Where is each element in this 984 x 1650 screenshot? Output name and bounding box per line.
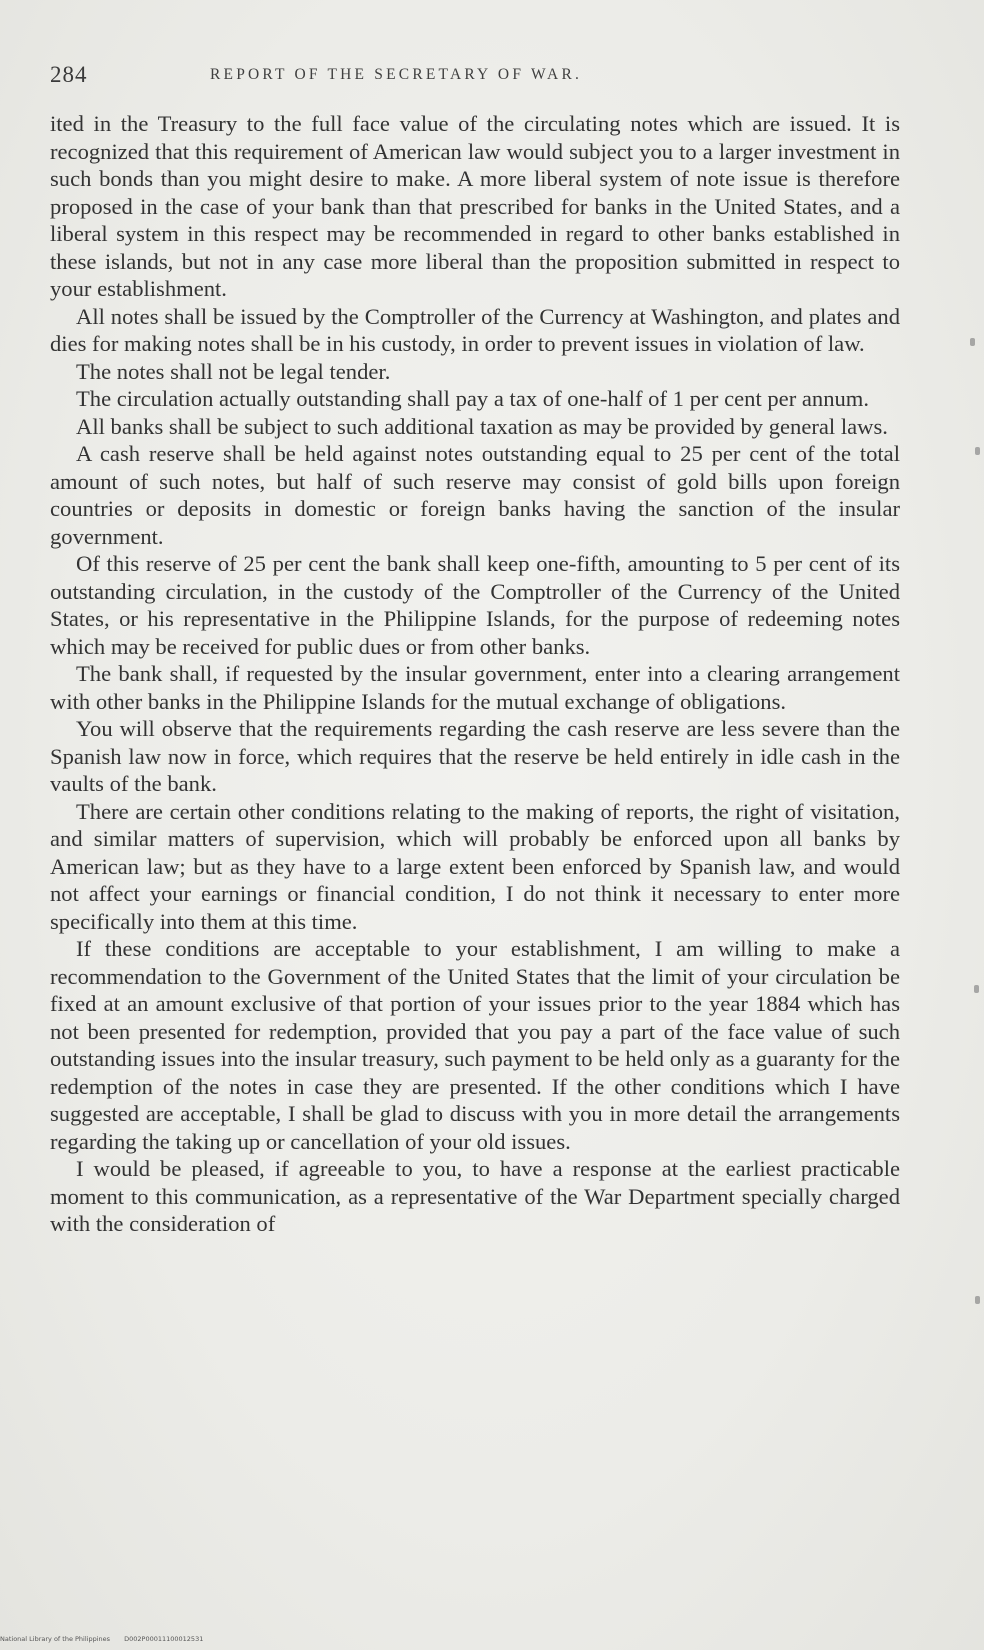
paragraph: You will observe that the requirements regarding the cash reserve are less severe than the Spanish law now in force, which requires that the reserve be held entirely in idle cash in the vaults of the bank. <box>50 716 900 796</box>
paragraph: The circulation actually outstanding shall pay a tax of one-half of 1 per cent per annum. <box>76 386 870 411</box>
scan-speck <box>974 985 979 993</box>
scan-speck <box>970 338 975 346</box>
running-head: REPORT OF THE SECRETARY OF WAR. <box>210 66 583 83</box>
page-header <box>50 62 900 92</box>
paragraph: All notes shall be issued by the Comptroller of the Currency at Washington, and plates and dies for making notes shall be in his custody, in order to prevent issues in violation of law. <box>50 303 900 356</box>
library-credit: National Library of the Philippines <box>0 1635 111 1643</box>
scan-speck <box>975 1296 980 1304</box>
scan-speck <box>975 447 980 455</box>
paragraph: All banks shall be subject to such additional taxation as may be provided by general laws. <box>76 413 888 439</box>
paragraph: A cash reserve shall be held against notes outstanding equal to 25 per cent of the total amount of such notes, but half of such reserve may consist of gold bills upon foreign countries or deposits in domestic or foreign banks having the sanction of the insular government. <box>50 441 900 549</box>
scan-code: D002P00011100012531 <box>124 1635 204 1643</box>
paragraph: If these conditions are acceptable to your establishment, I am willing to make a recommendation to the Government of the United States that the limit of your circulation be fixed at an amount exclusive of that portion of your issues prior to the year 1884 which has not been presented for redemption, provided that you pay a part of the face value of such outstanding issues into the insular treasury, such payment to be held only as a guaranty for the redemption of the notes in case they are presented. If the other conditions which I have suggested are acceptable, I shall be glad to discuss with you in more detail the arrangements regarding the taking up or cancellation of your old issues. <box>50 936 901 1154</box>
page-number: 284 <box>50 62 88 87</box>
paragraph: The bank shall, if requested by the insular government, enter into a clearing arrangement with other banks in the Philippine Islands for the mutual exchange of obligations. <box>50 661 900 714</box>
paragraph: The notes shall not be legal tender. <box>76 358 391 384</box>
paragraph: Of this reserve of 25 per cent the bank shall keep one-fifth, amounting to 5 per cent of its outstanding circulation, in the custody of the Comptroller of the Currency of the United States, or his representative in the Philippine Islands, for the purpose of redeeming notes which may be received for public dues or from other banks. <box>50 551 900 659</box>
paragraph: ited in the Treasury to the full face value of the circulating notes which are issued. It is recognized that this requirement of American law would subject you to a larger investment in such bonds than you might desire to make. A more liberal system of note issue is therefore proposed in the case of your bank than that prescribed for banks in the United States, and a liberal system in this respect may be recommended in regard to other banks established in these islands, but not in any case more liberal than the proposition submitted in respect to your establishment. <box>50 111 900 301</box>
body-text <box>50 110 900 1238</box>
paragraph: I would be pleased, if agreeable to you, to have a response at the earliest practicable moment to this communication, as a representative of the War Department specially charged with the consideration of <box>50 1156 900 1236</box>
paragraph: There are certain other conditions relating to the making of reports, the right of visitation, and similar matters of supervision, which will probably be enforced upon all banks by American law; but as they have to a large extent been enforced by Spanish law, and would not affect your earnings or financial condition, I do not think it necessary to enter more specifically into them at this time. <box>50 798 900 934</box>
scan-footer <box>0 1635 215 1643</box>
